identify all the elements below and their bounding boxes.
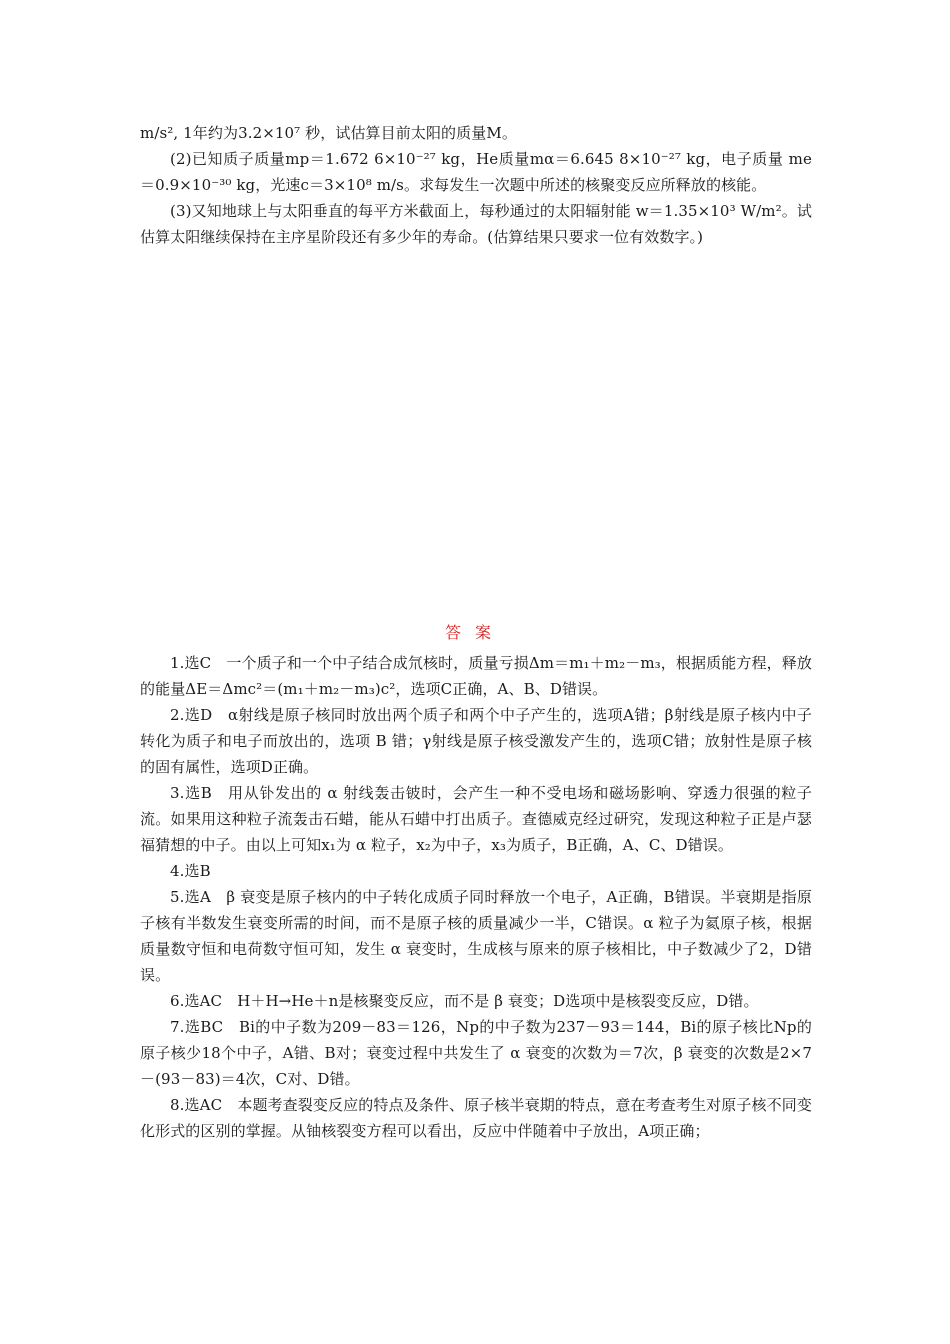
answer-item-3: 3.选B 用从钋发出的 α 射线轰击铍时，会产生一种不受电场和磁场影响、穿透力很强的粒子流。如果用这种粒子流轰击石蜡，能从石蜡中打出质子。查德威克经过研究，发现这种粒子正是卢瑟福猜想的中子。由以上可知x₁为 α 粒子，x₂为中子，x₃为质子，B正确，A、C、D错误。 <box>140 784 812 854</box>
answer-item-1: 1.选C 一个质子和一个中子结合成氘核时，质量亏损Δm＝m₁＋m₂－m₃，根据质能方程，释放的能量ΔE＝Δmc²＝(m₁＋m₂－m₃)c²，选项C正确，A、B、D错误。 <box>140 654 812 698</box>
answer-item-8: 8.选AC 本题考查裂变反应的特点及条件、原子核半衰期的特点，意在考查考生对原子核不同变化形式的区别的掌握。从铀核裂变方程可以看出，反应中伴随着中子放出，A项正确； <box>140 1096 812 1140</box>
question-part-2: (2)已知质子质量mp＝1.672 6×10⁻²⁷ kg，He质量mα＝6.645 8×10⁻²⁷ kg，电子质量 me＝0.9×10⁻³⁰ kg，光速c＝3×10⁸ m/s。求每发生一次题中所述的核聚变反应所释放的核能。 <box>140 150 812 194</box>
answer-heading: 答案 <box>444 623 505 642</box>
answer-item-6: 6.选AC H＋H→He＋n是核聚变反应，而不是 β 衰变；D选项中是核裂变反应，D错。 <box>170 992 759 1010</box>
answer-item-2: 2.选D α射线是原子核同时放出两个质子和两个中子产生的，选项A错；β射线是原子核内中子转化为质子和电子而放出的，选项 B 错；γ射线是原子核受激发产生的，选项C错；放射性是原子核的固有属性，选项D正确。 <box>140 706 812 776</box>
answer-list <box>140 650 812 1144</box>
answer-item-5: 5.选A β 衰变是原子核内的中子转化成质子同时释放一个电子，A正确，B错误。半衰期是指原子核有半数发生衰变所需的时间，而不是原子核的质量减少一半，C错误。α 粒子为氦原子核，根据质量数守恒和电荷数守恒可知，发生 α 衰变时，生成核与原来的原子核相比，中子数减少了2，D错误。 <box>140 888 812 984</box>
question-line-1: m/s², 1年约为3.2×10⁷ 秒，试估算目前太阳的质量M。 <box>140 124 517 142</box>
answer-item-4: 4.选B <box>170 862 211 880</box>
question-continuation <box>140 120 812 250</box>
question-part-3: (3)又知地球上与太阳垂直的每平方米截面上，每秒通过的太阳辐射能 w＝1.35×10³ W/m²。试估算太阳继续保持在主序星阶段还有多少年的寿命。(估算结果只要求一位有效数字。) <box>140 202 812 246</box>
answer-item-7: 7.选BC Bi的中子数为209－83＝126，Np的中子数为237－93＝144，Bi的原子核比Np的原子核少18个中子，A错、B对；衰变过程中共发生了 α 衰变的次数为＝7次，β 衰变的次数是2×7－(93－83)＝4次，C对、D错。 <box>140 1018 812 1088</box>
